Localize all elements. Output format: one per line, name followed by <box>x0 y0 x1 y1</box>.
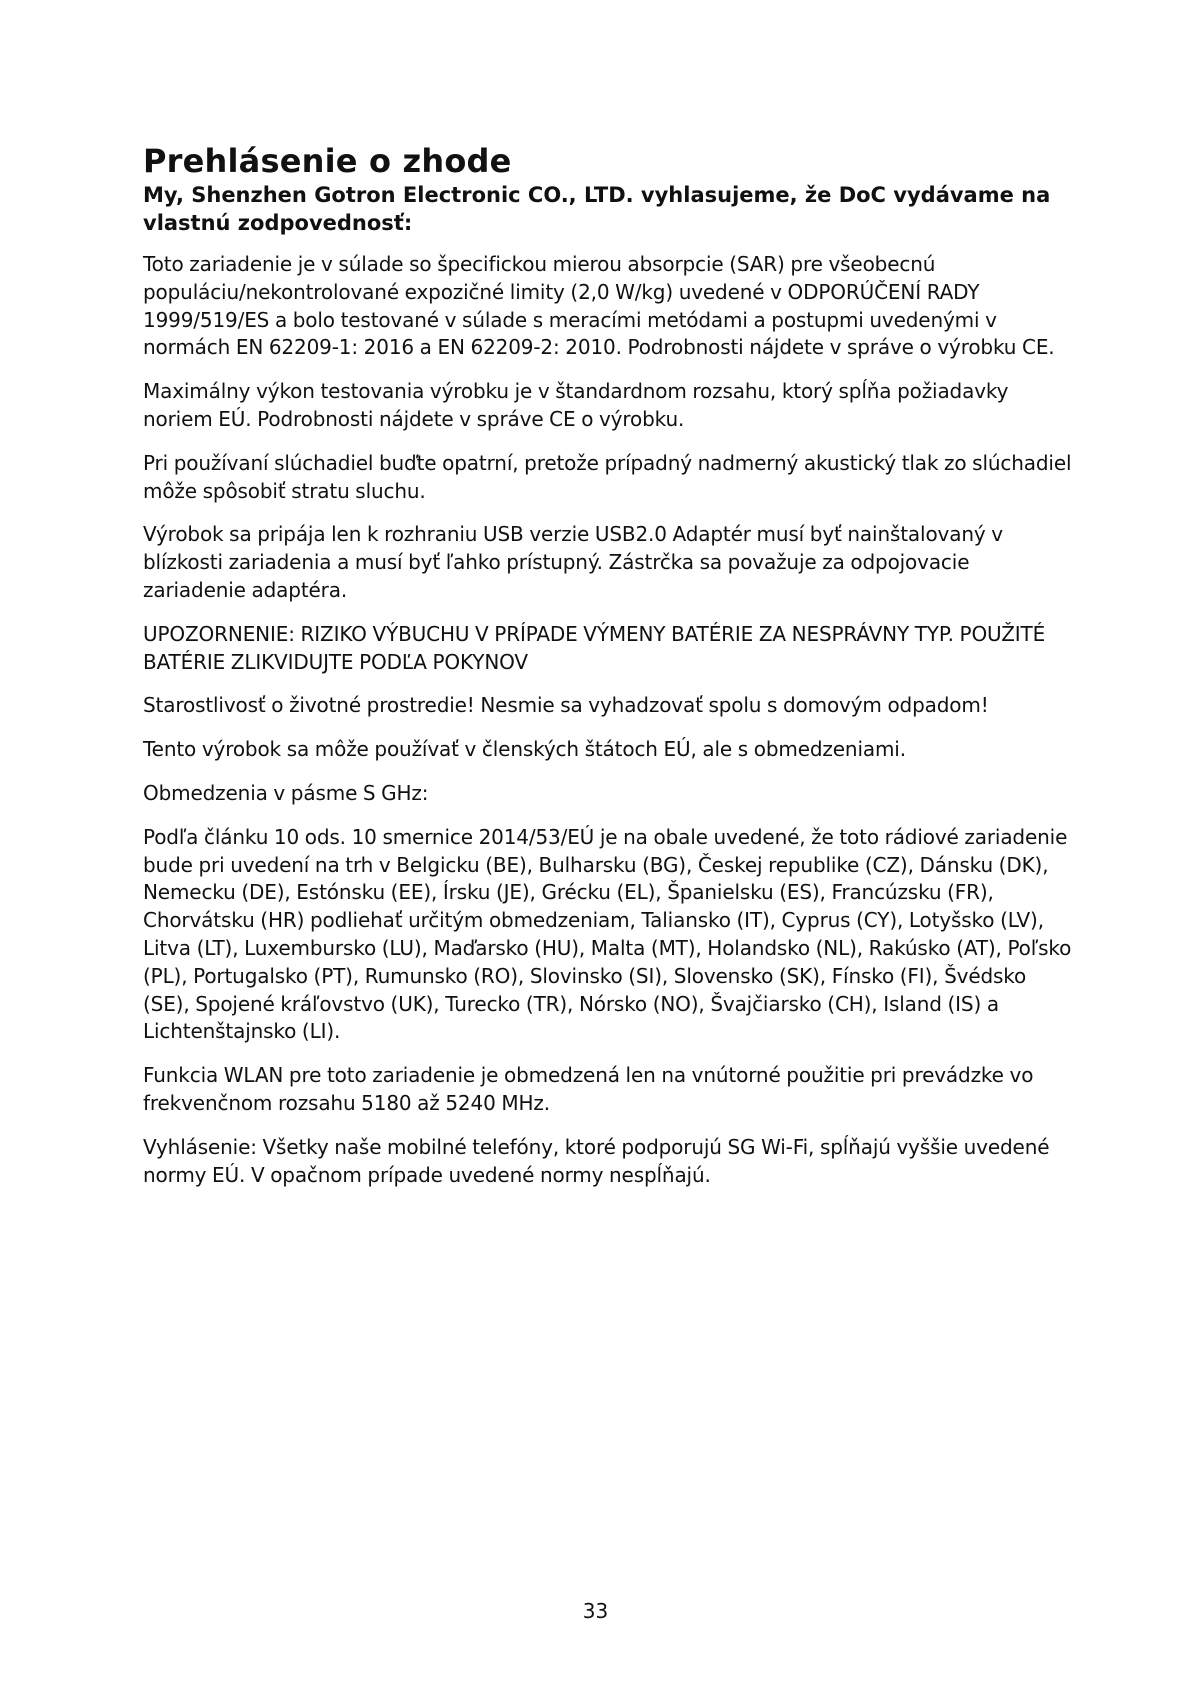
paragraph-headphones: Pri používaní slúchadiel buďte opatrní, pretože prípadný nadmerný akustický tlak zo slúchadiel môže spôsobiť stratu sluchu. <box>143 450 1072 503</box>
paragraph-usb-adapter: Výrobok sa pripája len k rozhraniu USB verzie USB2.0 Adaptér musí byť nainštalovaný v blízkosti zariadenia a musí byť ľahko prístupný. Zástrčka sa považuje za odpojovacie zariadenie adaptéra. <box>143 522 1003 602</box>
paragraph-eu-usage: Tento výrobok sa môže používať v členských štátoch EÚ, ale s obmedzeniami. <box>143 737 906 762</box>
paragraph-band-restrictions: Obmedzenia v pásme S GHz: <box>143 780 429 805</box>
document-body <box>143 142 1073 1205</box>
paragraph-sar: Toto zariadenie je v súlade so špecifickou mierou absorpcie (SAR) pre všeobecnú populáciu/nekontrolované expozičné limity (2,0 W/kg) uvedené v ODPORÚČENÍ RADY 1999/519/ES a bolo testované v súlade s meracími metódami a postupmi uvedenými v normách EN 62209-1: 2016 a EN 62209-2: 2010. Podrobnosti nájdete v správe o výrobku CE. <box>143 252 1055 360</box>
paragraph-statement: Vyhlásenie: Všetky naše mobilné telefóny, ktoré podporujú SG Wi-Fi, spĺňajú vyššie uvedené normy EÚ. V opačnom prípade uvedené normy nespĺňajú. <box>143 1134 1050 1187</box>
paragraph-country-list: Podľa článku 10 ods. 10 smernice 2014/53/EÚ je na obale uvedené, že toto rádiové zariadenie bude pri uvedení na trh v Belgicku (BE), Bulharsku (BG), Českej republike (CZ), Dánsku (DK), Nemecku (DE), Estónsku (EE), Írsku (JE), Grécku (EL), Španielsku (ES), Francúzsku (FR), Chorvátsku (HR) podliehať určitým obmedzeniam, Taliansko (IT), Cyprus (CY), Lotyšsko (LV), Litva (LT), Luxembursko (LU), Maďarsko (HU), Malta (MT), Holandsko (NL), Rakúsko (AT), Poľsko (PL), Portugalsko (PT), Rumunsko (RO), Slovinsko (SI), Slovensko (SK), Fínsko (FI), Švédsko (SE), Spojené kráľovstvo (UK), Turecko (TR), Nórsko (NO), Švajčiarsko (CH), Island (IS) a Lichtenštajnsko (LI). <box>143 824 1072 1044</box>
paragraph-wlan: Funkcia WLAN pre toto zariadenie je obmedzená len na vnútorné použitie pri prevádzke vo frekvenčnom rozsahu 5180 až 5240 MHz. <box>143 1063 1034 1115</box>
paragraph-max-power: Maximálny výkon testovania výrobku je v štandardnom rozsahu, ktorý spĺňa požiadavky noriem EÚ. Podrobnosti nájdete v správe CE o výrobku. <box>143 379 1009 431</box>
paragraph-battery-warning: UPOZORNENIE: RIZIKO VÝBUCHU V PRÍPADE VÝMENY BATÉRIE ZA NESPRÁVNY TYP. POUŽITÉ BATÉRIE ZLIKVIDUJTE PODĽA POKYNOV <box>143 621 1046 674</box>
paragraph-list <box>143 251 1073 1189</box>
declaration-subtitle: My, Shenzhen Gotron Electronic CO., LTD. vyhlasujeme, že DoC vydávame na vlastnú zodpovednosť: <box>143 183 1051 235</box>
paragraph-environment: Starostlivosť o životné prostredie! Nesmie sa vyhadzovať spolu s domovým odpadom! <box>143 693 989 718</box>
page-title: Prehlásenie o zhode <box>143 142 512 180</box>
page-number: 33 <box>582 1599 609 1623</box>
